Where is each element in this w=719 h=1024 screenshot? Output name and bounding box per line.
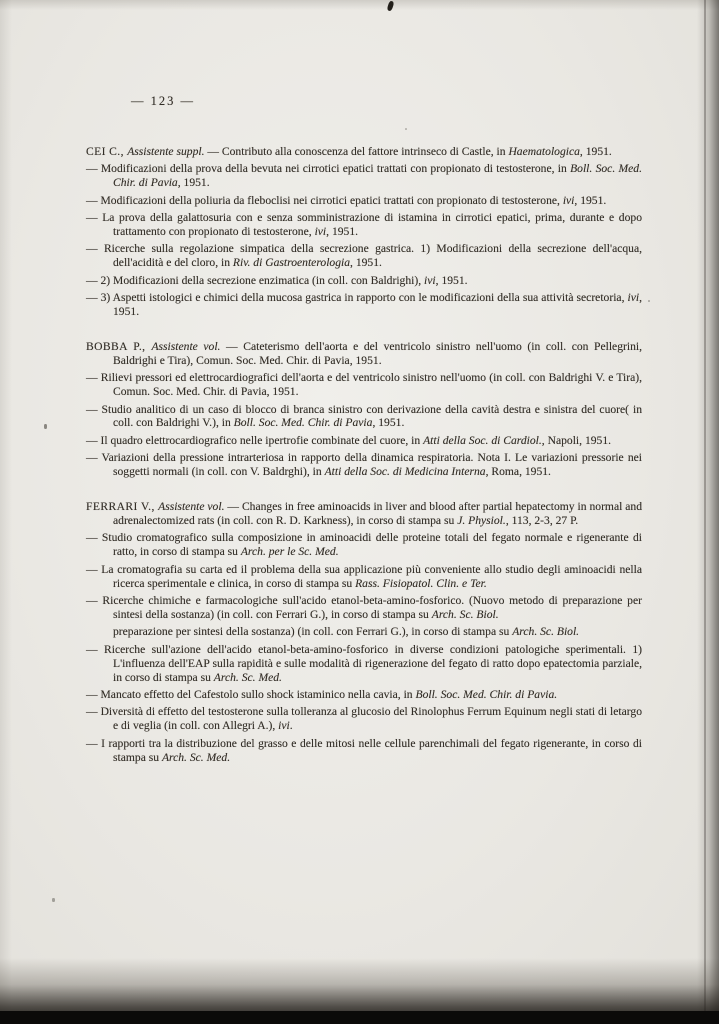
journal-title: Arch. Sc. Biol. bbox=[431, 607, 499, 621]
scan-shadow-top bbox=[0, 0, 719, 10]
entry-text: , 1951. bbox=[326, 224, 359, 238]
entry-text: La prova della galattosuria con e senza somministrazione di istamina in cirrotici epatici, prima, durante e dopo trattamento con propionato di testosterone, bbox=[102, 211, 642, 238]
entry-text: , 113, 2-3, 27 P. bbox=[505, 513, 579, 527]
journal-title: ivi bbox=[424, 273, 436, 287]
author-name: CEI C., bbox=[86, 144, 128, 158]
entry-text: , 1951. bbox=[177, 176, 210, 190]
bibliography-entry: BOBBA P., Assistente vol. — Cateterismo dell'aorta e del ventricolo sinistro nell'uomo (in coll. con Pellegrini, Baldrighi e Tira), Comun. Soc. Med. Chir. di Pavia, 1951. bbox=[86, 339, 643, 367]
entry-text: Mancato effetto del Cafestolo sullo shock istaminico nella cavia, in bbox=[100, 687, 416, 701]
author-name: BOBBA P., bbox=[86, 339, 152, 353]
scan-speck bbox=[648, 300, 650, 302]
bibliography-entry: CEI C., Assistente suppl. — Contributo alla conoscenza del fattore intrinseco di Castle, in Haematologica, 1951. bbox=[86, 144, 612, 158]
journal-title: ivi bbox=[314, 224, 327, 238]
bibliography-entry: — Modificazioni della poliuria da fleboclisi nei cirrotici epatici trattati con propionato di testosterone, ivi, 1951. bbox=[86, 193, 607, 207]
entry-text: , 1951. bbox=[113, 291, 642, 318]
journal-title: Boll. Soc. Med. Chir. di Pavia bbox=[113, 162, 642, 190]
entry-text: Il quadro elettrocardiografico nelle ipertrofie combinate del cuore, in bbox=[100, 433, 424, 447]
bibliography-entry: — Studio analitico di un caso di blocco di branca sinistro con derivazione della cavità destra e sinistra del cuore( in coll. con Baldrighi V.), in Boll. Soc. Med. Chir. di Pavia, 1951. bbox=[86, 402, 642, 430]
scan-black-edge bbox=[0, 1011, 719, 1024]
journal-title: Atti della Soc. di Cardiol. bbox=[423, 433, 542, 447]
bibliography-entry: — I rapporti tra la distribuzione del grasso e delle mitosi nelle cellule parenchimali del fegato rigenerante, in corso di stampa su Arch. Sc. Med. bbox=[86, 736, 642, 764]
journal-title: J. Physiol. bbox=[457, 513, 506, 527]
page-content bbox=[86, 95, 642, 768]
entry-text: , 1951. bbox=[435, 273, 468, 287]
journal-title: Rass. Fisiopatol. Clin. e Ter. bbox=[355, 576, 487, 590]
entry-text: Studio cromatografico sulla composizione in aminoacidi delle proteine totali del fegato normale e rigenerante di ratto, in corso di stampa su bbox=[101, 531, 642, 559]
journal-title: ivi bbox=[627, 291, 640, 305]
bibliography-entry: — Il quadro elettrocardiografico nelle ipertrofie combinate del cuore, in Atti della Soc. di Cardiol., Napoli, 1951. bbox=[86, 433, 612, 447]
entry-text: Contributo alla conoscenza del fattore intrinseco di Castle, in bbox=[221, 144, 509, 158]
journal-title: Haematologica bbox=[508, 144, 580, 158]
scan-shadow-left bbox=[0, 0, 12, 1024]
journal-title: Boll. Soc. Med. Chir. di Pavia. bbox=[415, 687, 558, 701]
entry-text: La cromatografia su carta ed il problema della sua applicazione più conveniente allo studio degli aminoacidi nella ricerca sperimentale e clinica, in corso di stampa su bbox=[101, 562, 642, 590]
journal-title: Arch. per le Sc. Med. bbox=[240, 545, 339, 559]
entry-text: I rapporti tra la distribuzione del grasso e delle mitosi nelle cellule parenchimali del fegato rigenerante, in corso di stampa su bbox=[101, 736, 642, 764]
journal-title: Atti della Soc. di Medicina Interna bbox=[324, 465, 486, 479]
bibliography-entry: — Rilievi pressori ed elettrocardiografici dell'aorta e del ventricolo sinistro nell'uomo (in coll. con Baldrighi V. e Tira), Comun. Soc. Med. Chir. di Pavia, 1951. bbox=[86, 371, 642, 399]
bibliography-entry: — Modificazioni della prova della bevuta nei cirrotici epatici trattati con propionato di testosterone, in Boll. Soc. Med. Chir. di Pavia, 1951. bbox=[86, 162, 642, 190]
entry-text: Variazioni della pressione intrarteriosa in rapporto della dinamica respiratoria. Nota I. Le variazioni pressorie nei soggetti normali (in coll. con V. Baldrghi), in bbox=[101, 451, 642, 479]
entry-text: Cateterismo dell'aorta e del ventricolo sinistro nell'uomo (in coll. con Pellegrini, Baldrighi e Tira), Comun. Soc. Med. Chir. di Pavia, 1951. bbox=[113, 339, 643, 367]
bibliography bbox=[86, 145, 642, 765]
journal-title: Arch. Sc. Med. bbox=[161, 750, 231, 764]
entry-text: , 1951. bbox=[574, 193, 607, 207]
bibliography-section bbox=[86, 145, 642, 319]
entry-text: Changes in free aminoacids in liver and blood after partial hepatectomy in normal and adrenalectomized rats (in coll. con R. D. Karkness), in corso di stampa su bbox=[113, 500, 642, 527]
scan-speck bbox=[405, 128, 407, 130]
entry-text: , 1951. bbox=[372, 416, 405, 430]
entry-text: Rilievi pressori ed elettrocardiografici dell'aorta e del ventricolo sinistro nell'uomo (in coll. con Baldrighi V. e Tira), Comun. Soc. Med. Chir. di Pavia, 1951. bbox=[100, 371, 642, 399]
journal-title: Arch. Sc. Biol. bbox=[512, 625, 580, 639]
bibliography-entry: — Ricerche chimiche e farmacologiche sull'acido etanol-beta-amino-fosforico. (Nuovo metodo di preparazione per sintesi della sostanza) (in coll. con Ferrari G.), in corso di stampa su Arch. Sc. Biol. bbox=[86, 593, 642, 621]
bibliography-entry: — 2) Modificazioni della secrezione enzimatica (in coll. con Baldrighi), ivi, 1951. bbox=[86, 273, 468, 287]
journal-title: Boll. Soc. Med. Chir. di Pavia bbox=[233, 416, 373, 430]
entry-text: Modificazioni della poliuria da fleboclisi nei cirrotici epatici trattati con propionato di testosterone, bbox=[100, 193, 563, 207]
entry-text: , Napoli, 1951. bbox=[541, 433, 612, 447]
bibliography-entry: — Ricerche sull'azione dell'acido etanol-beta-amino-fosforico in diverse condizioni patologiche sperimentali. 1) L'influenza dell'EAP sulla rapidità e sulle modalità di rigenerazione del fegato di ratto dopo epatectomia parziale, in corso di stampa su Arch. Sc. Med. bbox=[86, 642, 643, 684]
bibliography-entry: — 3) Aspetti istologici e chimici della mucosa gastrica in rapporto con le modificazioni della sua attività secretoria, ivi, 1951. bbox=[86, 291, 642, 318]
author-role: Assistente vol. bbox=[158, 500, 225, 514]
page-number: — 123 — bbox=[131, 94, 195, 108]
bibliography-entry: FERRARI V., Assistente vol. — Changes in free aminoacids in liver and blood after partial hepatectomy in normal and adrenalectomized rats (in coll. con R. D. Karkness), in corso di stampa su J. Physiol., 113, 2-3, 27 P. bbox=[86, 500, 642, 527]
bibliography-entry: — Ricerche sulla regolazione simpatica della secrezione gastrica. 1) Modificazioni della secrezione dell'acqua, dell'acidità e del cloro, in Riv. di Gastroenterologia, 1951. bbox=[86, 242, 642, 270]
entry-text: Ricerche chimiche e farmacologiche sull'acido etanol-beta-amino-fosforico. (Nuovo metodo di preparazione per sintesi della sostanza) (in coll. con Ferrari G.), in corso di stampa su bbox=[102, 593, 642, 621]
journal-title: ivi bbox=[562, 193, 575, 207]
entry-text: Diversità di effetto del testosterone sulla tolleranza al glucosio del Rinolophus Ferrum Equinum negli stati di letargo e di veglia (in coll. con Allegri A.), bbox=[100, 705, 642, 733]
entry-text: , Roma, 1951. bbox=[485, 465, 551, 479]
author-name: FERRARI V., bbox=[86, 500, 159, 514]
scan-speck bbox=[44, 424, 47, 429]
entry-text: , 1951. bbox=[579, 144, 612, 158]
entry-text: Studio analitico di un caso di blocco di branca sinistro con derivazione della cavità destra e sinistra del cuore( in coll. con Baldrighi V.), in bbox=[101, 402, 642, 430]
bibliography-entry: — Diversità di effetto del testosterone sulla tolleranza al glucosio del Rinolophus Ferrum Equinum negli stati di letargo e di veglia (in coll. con Allegri A.), ivi. bbox=[86, 705, 642, 733]
journal-title: Riv. di Gastroenterologia bbox=[232, 256, 351, 270]
bibliography-entry: — Mancato effetto del Cafestolo sullo shock istaminico nella cavia, in Boll. Soc. Med. Chir. di Pavia. bbox=[86, 687, 558, 701]
bibliography-entry: — La prova della galattosuria con e senza somministrazione di istamina in cirrotici epatici, prima, durante e dopo trattamento con propionato di testosterone, ivi, 1951. bbox=[86, 211, 642, 238]
author-role: Assistente vol. bbox=[151, 339, 221, 353]
entry-text: Modificazioni della prova della bevuta nei cirrotici epatici trattati con propionato di testosterone, in bbox=[100, 162, 571, 176]
bibliography-entry bbox=[86, 625, 642, 639]
entry-text: 3) Aspetti istologici e chimici della mucosa gastrica in rapporto con le modificazioni della sua attività secretoria, bbox=[100, 291, 628, 305]
bibliography-section bbox=[86, 340, 642, 479]
entry-text: preparazione per sintesi della sostanza) (in coll. con Ferrari G.), in corso di stampa su bbox=[113, 625, 513, 639]
journal-title: Arch. Sc. Med. bbox=[213, 670, 282, 684]
bibliography-entry: — La cromatografia su carta ed il problema della sua applicazione più conveniente allo studio degli aminoacidi nella ricerca sperimentale e clinica, in corso di stampa su Rass. Fisiopatol. Clin. e Ter. bbox=[86, 562, 642, 590]
entry-text: , 1951. bbox=[350, 256, 382, 270]
entry-text: 2) Modificazioni della secrezione enzimatica (in coll. con Baldrighi), bbox=[100, 273, 425, 287]
author-role: Assistente suppl. bbox=[127, 144, 205, 158]
entry-text: Ricerche sulla regolazione simpatica della secrezione gastrica. 1) Modificazioni della secrezione dell'acqua, dell'acidità e del cloro, in bbox=[103, 242, 642, 270]
entry-text: Ricerche sull'azione dell'acido etanol-beta-amino-fosforico in diverse condizioni patologiche sperimentali. 1) L'influenza dell'EAP sulla rapidità e sulle modalità di rigenerazione del fegato di ratto dopo epatectomia parziale, in corso di stampa su bbox=[104, 642, 643, 684]
entry-text: . bbox=[289, 719, 293, 733]
bibliography-entry: — Variazioni della pressione intrarteriosa in rapporto della dinamica respiratoria. Nota I. Le variazioni pressorie nei soggetti normali (in coll. con V. Baldrghi), in Atti della Soc. di Medicina Interna, Roma, 1951. bbox=[86, 451, 642, 479]
scan-edge-line bbox=[704, 0, 706, 1024]
scan-speck bbox=[52, 898, 55, 902]
scan-shadow-right bbox=[697, 0, 719, 1024]
journal-title: ivi bbox=[278, 719, 290, 733]
bibliography-section bbox=[86, 500, 642, 764]
bibliography-entry: — Studio cromatografico sulla composizione in aminoacidi delle proteine totali del fegato normale e rigenerante di ratto, in corso di stampa su Arch. per le Sc. Med. bbox=[86, 531, 642, 559]
